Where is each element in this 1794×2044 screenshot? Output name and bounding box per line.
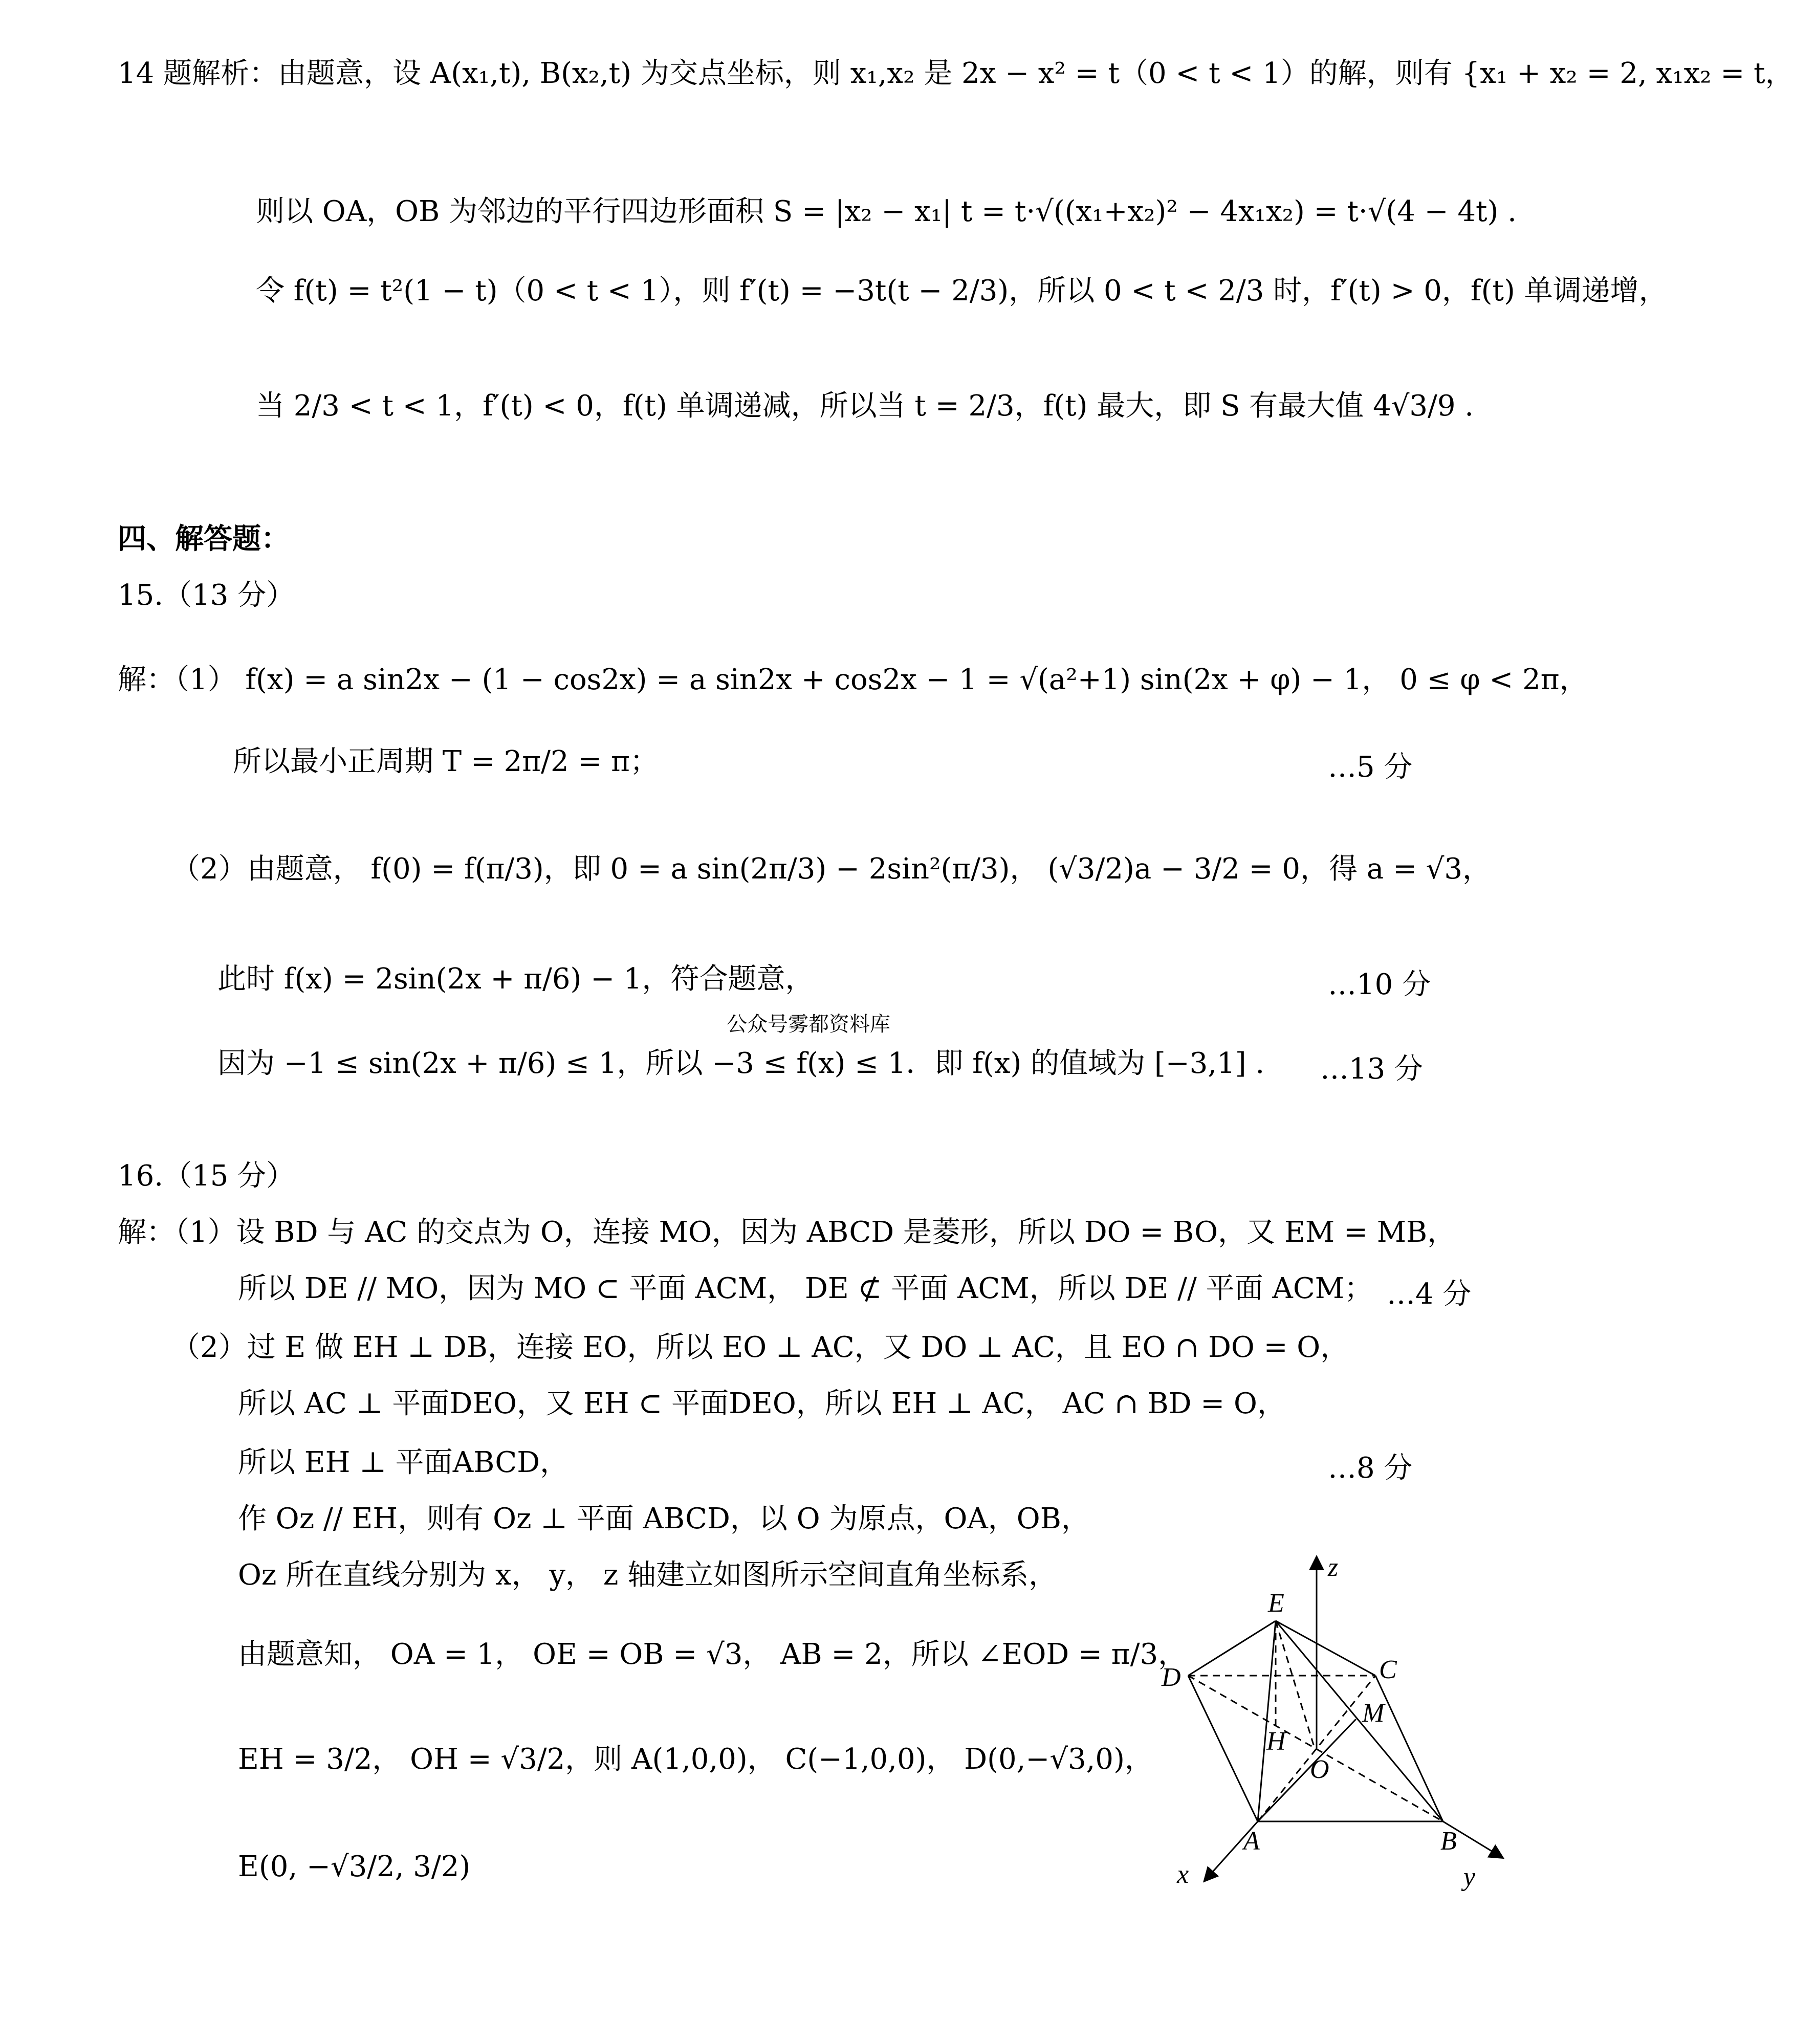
q16-line-9: EH = 3/2， OH = √3/2，则 A(1,0,0)， C(−1,0,0)， D(0,−√3,0)， bbox=[238, 1743, 1153, 1776]
watermark: 公众号雾都资料库 bbox=[727, 1013, 890, 1036]
q15-score-10: …10 分 bbox=[1328, 968, 1431, 1001]
q16-line-8: 由题意知， OA = 1， OE = OB = √3， AB = 2，所以 ∠EOD = π/3， bbox=[238, 1638, 1187, 1671]
edge-ED bbox=[1188, 1621, 1276, 1676]
q16-line-2: 所以 DE // MO，因为 MO ⊂ 平面 ACM， DE ⊄ 平面 ACM，所以 DE // 平面 ACM； bbox=[238, 1272, 1373, 1305]
edge-CB bbox=[1375, 1676, 1443, 1821]
q15-line-4: 此时 f(x) = 2sin(2x + π/6) − 1，符合题意， bbox=[217, 962, 814, 996]
q14-line-1: 14 题解析：由题意，设 A(x₁,t), B(x₂,t) 为交点坐标，则 x₁,x₂ 是 2x − x² = t（0 < t < 1）的解，则有 {x₁ + x₂ = 2, x₁x₂ = t， bbox=[118, 57, 1794, 90]
q15-line-2: 所以最小正周期 T = 2π/2 = π； bbox=[233, 745, 659, 778]
label-O: O bbox=[1310, 1755, 1329, 1784]
label-x: x bbox=[1177, 1860, 1189, 1889]
q15-line-1: 解：（1） f(x) = a sin2x − (1 − cos2x) = a sin2x + cos2x − 1 = √(a²+1) sin(2x + φ) − 1， 0 ≤ φ < 2π， bbox=[118, 663, 1588, 696]
q16-score-8: …8 分 bbox=[1328, 1452, 1413, 1485]
q14-line-2: 则以 OA，OB 为邻边的平行四边形面积 S = |x₂ − x₁| t = t·√((x₁+x₂)² − 4x₁x₂) = t·√(4 − 4t) . bbox=[256, 195, 1517, 228]
label-B: B bbox=[1440, 1827, 1457, 1856]
label-C: C bbox=[1379, 1655, 1397, 1684]
q15-line-3: （2）由题意， f(0) = f(π/3)，即 0 = a sin(2π/3) − 2sin²(π/3)， (√3/2)a − 3/2 = 0，得 a = √3， bbox=[171, 852, 1492, 886]
edge-EC bbox=[1276, 1621, 1375, 1676]
q15-line-5: 因为 −1 ≤ sin(2x + π/6) ≤ 1，所以 −3 ≤ f(x) ≤ 1．即 f(x) 的值域为 [−3,1] . bbox=[217, 1047, 1265, 1080]
geometry-figure bbox=[1151, 1545, 1535, 1914]
label-H: H bbox=[1266, 1727, 1286, 1756]
label-z: z bbox=[1328, 1553, 1339, 1582]
q16-line-3: （2）过 E 做 EH ⊥ DB，连接 EO，所以 EO ⊥ AC，又 DO ⊥ AC，且 EO ∩ DO = O， bbox=[171, 1331, 1349, 1364]
q14-line-4: 当 2/3 < t < 1，f′(t) < 0，f(t) 单调递减，所以当 t = 2/3，f(t) 最大，即 S 有最大值 4√3/9 . bbox=[256, 389, 1474, 423]
q16-line-10: E(0, −√3/2, 3/2) bbox=[238, 1850, 471, 1883]
q14-line-3: 令 f(t) = t²(1 − t)（0 < t < 1），则 f′(t) = −3t(t − 2/3)，所以 0 < t < 2/3 时，f′(t) > 0，f(t) 单调递增， bbox=[256, 274, 1668, 307]
q16-line-6: 作 Oz // EH，则有 Oz ⊥ 平面 ABCD，以 O 为原点，OA，OB， bbox=[238, 1502, 1090, 1535]
q15-score-5: …5 分 bbox=[1328, 751, 1413, 784]
label-D: D bbox=[1162, 1663, 1181, 1692]
dash-DB bbox=[1188, 1676, 1443, 1821]
label-M: M bbox=[1362, 1699, 1385, 1728]
q15-score-13: …13 分 bbox=[1320, 1052, 1424, 1086]
label-y: y bbox=[1463, 1862, 1476, 1892]
q16-line-1: 解：（1）设 BD 与 AC 的交点为 O，连接 MO，因为 ABCD 是菱形，所以 DO = BO，又 EM = MB， bbox=[118, 1216, 1456, 1249]
edge-EB bbox=[1276, 1621, 1443, 1821]
q16-title: 16.（15 分） bbox=[118, 1159, 295, 1193]
q16-line-5: 所以 EH ⊥ 平面ABCD， bbox=[238, 1446, 569, 1479]
q15-title: 15.（13 分） bbox=[118, 579, 295, 612]
edge-DA bbox=[1188, 1676, 1258, 1821]
section-title: 四、解答题： bbox=[118, 522, 290, 556]
label-E: E bbox=[1268, 1589, 1284, 1618]
q16-line-4: 所以 AC ⊥ 平面DEO，又 EH ⊂ 平面DEO，所以 EH ⊥ AC， AC ∩ BD = O， bbox=[238, 1387, 1286, 1420]
q16-score-4: …4 分 bbox=[1387, 1278, 1472, 1311]
label-A: A bbox=[1243, 1827, 1260, 1856]
q16-line-7: Oz 所在直线分别为 x， y， z 轴建立如图所示空间直角坐标系， bbox=[238, 1558, 1058, 1592]
